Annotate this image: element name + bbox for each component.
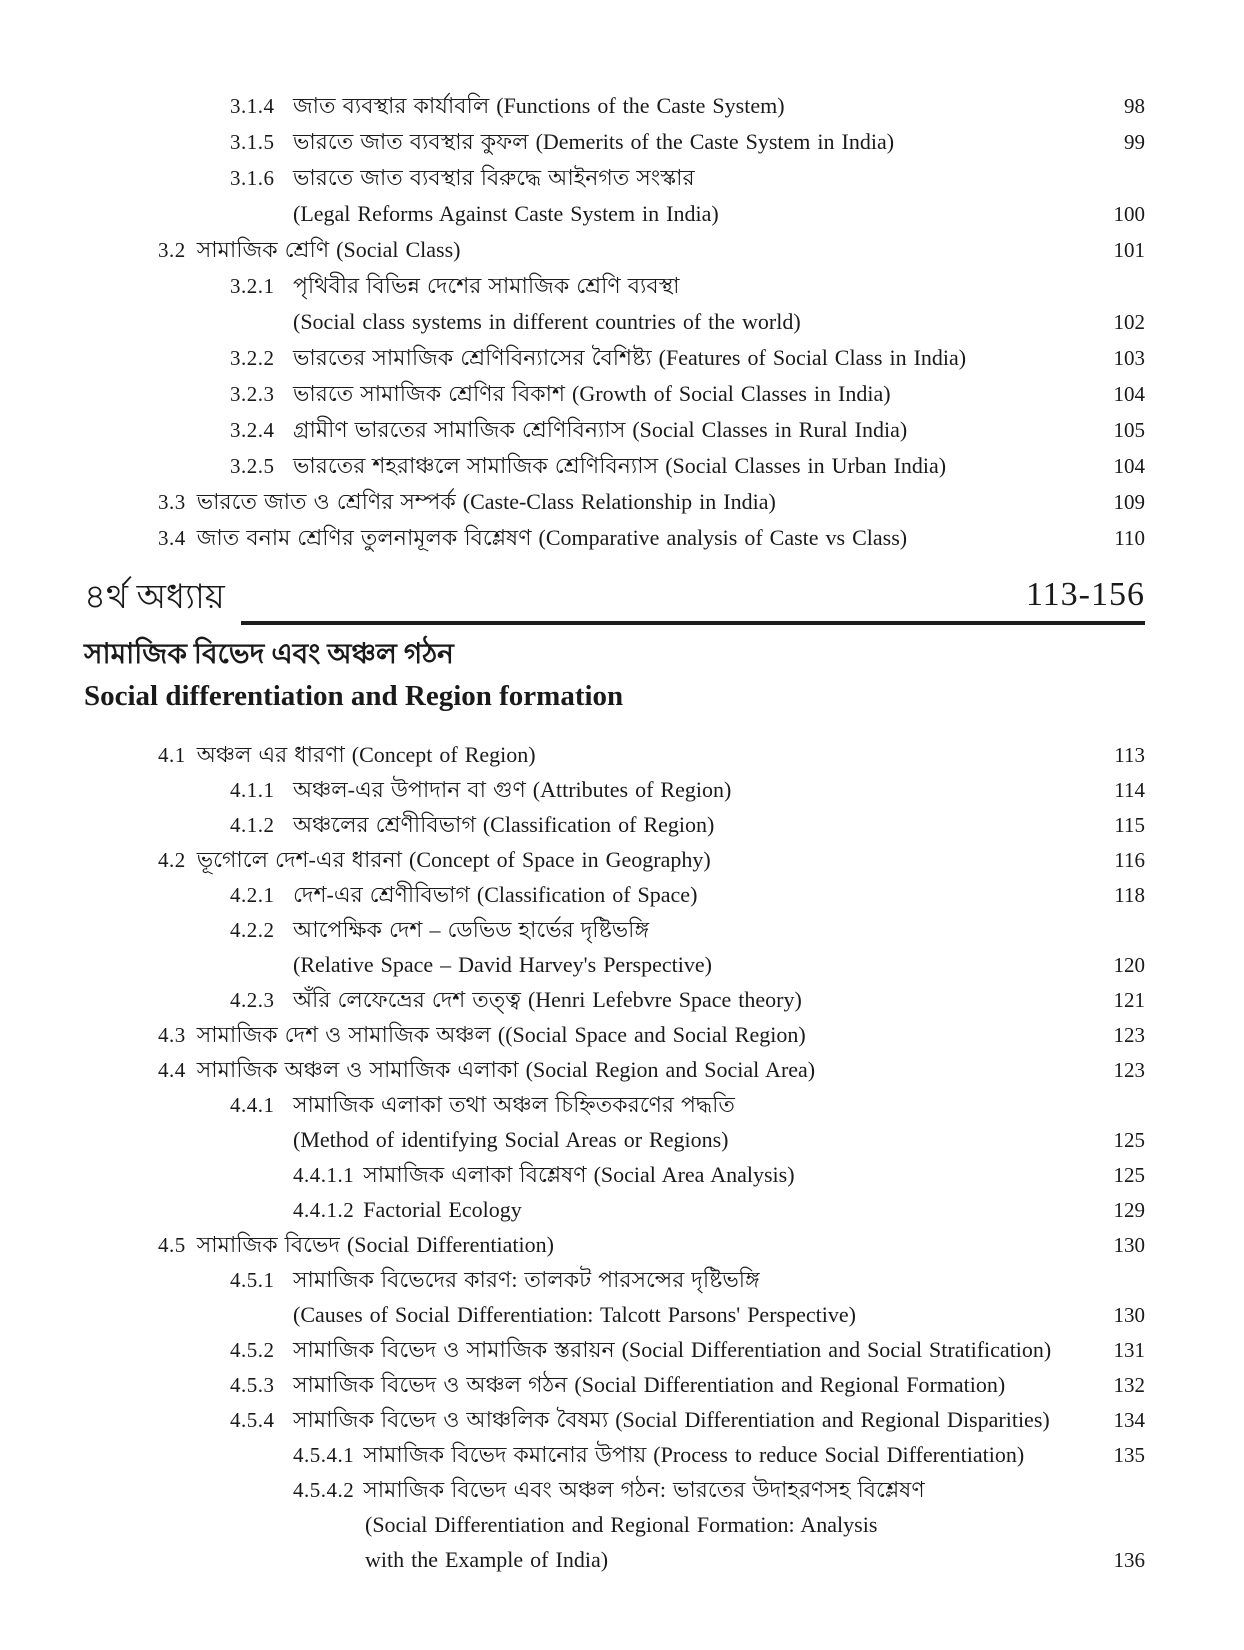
toc-entry	[84, 1332, 1145, 1367]
entry-page-number: 105	[1113, 418, 1145, 442]
entry-title: অঞ্চল-এর উপাদান বা গুণ (Attributes of Region)	[293, 777, 732, 803]
entry-title: সামাজিক এলাকা বিশ্লেষণ (Social Area Analysis)	[363, 1162, 795, 1188]
entry-page-number: 99	[1124, 130, 1145, 154]
chapter-rule-line	[241, 578, 1145, 625]
entry-page-number: 114	[1114, 778, 1145, 803]
entry-title: অঞ্চল এর ধারণা (Concept of Region)	[196, 742, 536, 768]
toc-entry	[84, 268, 1145, 304]
entry-number: 3.2.4	[230, 418, 275, 442]
entry-title: অঞ্চলের শ্রেণীবিভাগ (Classification of Region)	[293, 812, 715, 838]
toc-entry	[84, 807, 1145, 842]
entry-number: 4.4.1	[230, 1093, 275, 1118]
toc-entry-main	[84, 88, 1093, 124]
entry-page-number: 132	[1113, 1373, 1145, 1398]
toc-entry-main	[84, 1542, 1093, 1578]
toc-entry-main	[84, 1332, 1093, 1368]
toc-entry-main	[84, 196, 1093, 232]
entry-title: সামাজিক বিভেদ ও অঞ্চল গঠন (Social Differentiation and Regional Formation)	[293, 1372, 1006, 1398]
entry-page-number: 135	[1113, 1443, 1145, 1468]
entry-number: 4.1	[158, 743, 186, 768]
entry-number: 4.5	[158, 1233, 186, 1258]
entry-page-number: 115	[1114, 813, 1145, 838]
entry-number: 4.4.1.1	[293, 1163, 355, 1188]
toc-entry-main	[84, 124, 1093, 160]
toc-entry-main	[84, 1507, 1093, 1543]
toc-entry-main	[84, 340, 1093, 376]
toc-entry-main	[84, 1227, 1093, 1263]
chapter-page-range: 113-156	[1025, 576, 1145, 613]
entry-page-number: 134	[1113, 1408, 1145, 1433]
toc-entry	[84, 448, 1145, 484]
entry-title: Factorial Ecology	[363, 1197, 522, 1223]
toc-entry-main	[84, 1017, 1093, 1053]
toc-entry-main	[84, 877, 1093, 913]
toc-entry	[84, 124, 1145, 160]
toc-entry-main	[84, 268, 1093, 304]
entry-page-number: 121	[1113, 988, 1145, 1013]
entry-number: 4.5.2	[230, 1338, 275, 1363]
entry-title: সামাজিক শ্রেণি (Social Class)	[196, 237, 461, 262]
entry-number: 4.4.1.2	[293, 1198, 355, 1223]
entry-page-number: 125	[1113, 1163, 1145, 1188]
entry-title: সামাজিক এলাকা তথা অঞ্চল চিহ্নিতকরণের পদ্ধতি	[293, 1092, 735, 1118]
toc-entry-main	[84, 1367, 1093, 1403]
toc-entry-main	[84, 1437, 1093, 1473]
entry-title: (Method of identifying Social Areas or Regions)	[293, 1127, 729, 1153]
entry-title: সামাজিক বিভেদ ও সামাজিক স্তরায়ন (Social Differentiation and Social Stratification)	[293, 1337, 1052, 1363]
toc-entry	[84, 1437, 1145, 1472]
entry-number: 4.2.3	[230, 988, 275, 1013]
toc-entry	[84, 772, 1145, 807]
toc-entry	[84, 842, 1145, 877]
entry-title: ভারতে জাত ও শ্রেণির সম্পর্ক (Caste-Class Relationship in India)	[196, 489, 776, 514]
toc-entry	[84, 412, 1145, 448]
entry-title: সামাজিক বিভেদ কমানোর উপায় (Process to reduce Social Differentiation)	[363, 1442, 1025, 1468]
entry-title: (Relative Space – David Harvey's Perspective)	[293, 952, 712, 978]
toc-entry	[84, 196, 1145, 232]
entry-title: সামাজিক বিভেদ (Social Differentiation)	[196, 1232, 554, 1258]
entry-number: 4.5.4.1	[293, 1443, 355, 1468]
entry-title: ভারতের সামাজিক শ্রেণিবিন্যাসের বৈশিষ্ট্য (Features of Social Class in India)	[293, 345, 967, 370]
toc-entry-main	[84, 982, 1093, 1018]
toc-entry	[84, 1472, 1145, 1507]
entry-title: ভারতে জাত ব্যবস্থার কুফল (Demerits of the Caste System in India)	[293, 129, 895, 154]
entry-title: সামাজিক বিভেদ ও আঞ্চলিক বৈষম্য (Social Differentiation and Regional Disparities)	[293, 1407, 1050, 1433]
toc-entry	[84, 1052, 1145, 1087]
entry-number: 4.1.2	[230, 813, 275, 838]
entry-page-number: 130	[1113, 1233, 1145, 1258]
entry-title: (Causes of Social Differentiation: Talcott Parsons' Perspective)	[293, 1302, 856, 1328]
chapter-header-row	[84, 578, 1145, 625]
toc-entry-main	[84, 1472, 1093, 1508]
toc-entry-main	[84, 484, 1093, 520]
entry-title: (Legal Reforms Against Caste System in India)	[293, 201, 719, 226]
entry-number: 4.1.1	[230, 778, 275, 803]
entry-number: 4.5.4	[230, 1408, 275, 1433]
entry-page-number: 110	[1114, 526, 1145, 550]
toc-entry	[84, 1542, 1145, 1577]
toc-entry	[84, 376, 1145, 412]
toc-entry-main	[84, 772, 1093, 808]
entry-title: ভারতে জাত ব্যবস্থার বিরুদ্ধে আইনগত সংস্কার	[293, 165, 695, 190]
toc-entry	[84, 1367, 1145, 1402]
entry-page-number: 109	[1113, 490, 1145, 514]
entry-number: 4.2.2	[230, 918, 275, 943]
entry-number: 3.4	[158, 526, 186, 550]
toc-entry-main	[84, 376, 1093, 412]
toc-entry-main	[84, 1192, 1093, 1228]
entry-page-number: 116	[1114, 848, 1145, 873]
entry-number: 3.1.6	[230, 166, 275, 190]
entry-number: 3.3	[158, 490, 186, 514]
toc-entry-main	[84, 1087, 1093, 1123]
entry-page-number: 131	[1113, 1338, 1145, 1363]
toc-entry-main	[84, 448, 1093, 484]
entry-page-number: 123	[1113, 1058, 1145, 1083]
entry-number: 3.2.1	[230, 274, 275, 298]
entry-number: 3.1.5	[230, 130, 275, 154]
toc-entry	[84, 1087, 1145, 1122]
toc-entry	[84, 1227, 1145, 1262]
toc-entry	[84, 1017, 1145, 1052]
entry-number: 3.2.5	[230, 454, 275, 478]
toc-entry-main	[84, 160, 1093, 196]
chapter3-rows	[84, 88, 1145, 556]
entry-title: জাত ব্যবস্থার কার্যাবলি (Functions of the Caste System)	[293, 93, 785, 118]
chapter-title-english: Social differentiation and Region formation	[84, 679, 624, 712]
toc-entry	[84, 912, 1145, 947]
chapter4-rows	[84, 737, 1145, 1577]
toc-entry-main	[84, 807, 1093, 843]
entry-number: 3.2	[158, 238, 186, 262]
entry-title: সামাজিক অঞ্চল ও সামাজিক এলাকা (Social Region and Social Area)	[196, 1057, 816, 1083]
entry-page-number: 123	[1113, 1023, 1145, 1048]
toc-entry	[84, 340, 1145, 376]
entry-title: আপেক্ষিক দেশ – ডেভিড হার্ভের দৃষ্টিভঙ্গি	[293, 917, 650, 943]
chapter-title-bengali: সামাজিক বিভেদ এবং অঞ্চল গঠন	[84, 639, 454, 670]
toc-entry-main	[84, 520, 1093, 556]
toc-entry	[84, 88, 1145, 124]
toc-entry-main	[84, 1157, 1093, 1193]
entry-title: জাত বনাম শ্রেণির তুলনামূলক বিশ্লেষণ (Comparative analysis of Caste vs Class)	[196, 525, 908, 550]
toc-entry	[84, 982, 1145, 1017]
entry-number: 3.2.2	[230, 346, 275, 370]
entry-page-number: 129	[1113, 1198, 1145, 1223]
entry-number: 4.5.1	[230, 1268, 275, 1293]
toc-entry	[84, 1157, 1145, 1192]
toc-entry-main	[84, 1297, 1093, 1333]
toc-entry	[84, 520, 1145, 556]
entry-title: সামাজিক বিভেদের কারণ: তালকট পারসন্সের দৃষ্টিভঙ্গি	[293, 1267, 760, 1293]
entry-title: ভারতের শহরাঞ্চলে সামাজিক শ্রেণিবিন্যাস (Social Classes in Urban India)	[293, 453, 947, 478]
entry-page-number: 118	[1114, 883, 1145, 908]
toc-entry	[84, 1122, 1145, 1157]
entry-number: 4.4	[158, 1058, 186, 1083]
entry-number: 4.2.1	[230, 883, 275, 908]
toc-entry-main	[84, 1122, 1093, 1158]
toc-entry	[84, 1402, 1145, 1437]
entry-number: 4.5.3	[230, 1373, 275, 1398]
chapter4-toc-section	[84, 737, 1145, 1577]
entry-title: পৃথিবীর বিভিন্ন দেশের সামাজিক শ্রেণি ব্যবস্থা	[293, 273, 680, 298]
chapter4-header	[84, 578, 1145, 713]
entry-title: (Social class systems in different countries of the world)	[293, 309, 801, 334]
toc-entry	[84, 1297, 1145, 1332]
entry-title: দেশ-এর শ্রেণীবিভাগ (Classification of Space)	[293, 882, 698, 908]
entry-number: 4.2	[158, 848, 186, 873]
entry-number: 4.5.4.2	[293, 1478, 355, 1503]
entry-page-number: 98	[1124, 94, 1145, 118]
toc-entry-main	[84, 1262, 1093, 1298]
toc-entry-main	[84, 1402, 1093, 1438]
toc-entry	[84, 877, 1145, 912]
chapter-label: ৪র্থ অধ্যায়	[84, 578, 225, 616]
entry-page-number: 130	[1113, 1303, 1145, 1328]
toc-entry-main	[84, 737, 1093, 773]
entry-title: সামাজিক বিভেদ এবং অঞ্চল গঠন: ভারতের উদাহরণসহ বিশ্লেষণ	[363, 1477, 925, 1503]
toc-entry	[84, 1262, 1145, 1297]
toc-entry	[84, 232, 1145, 268]
entry-number: 4.3	[158, 1023, 186, 1048]
entry-page-number: 103	[1113, 346, 1145, 370]
entry-title: অঁরি লেফেভ্রের দেশ তত্ত্ব (Henri Lefebvre Space theory)	[293, 987, 802, 1013]
entry-title: with the Example of India)	[365, 1547, 609, 1573]
entry-page-number: 136	[1113, 1548, 1145, 1573]
toc-entry-main	[84, 232, 1093, 268]
toc-entry	[84, 1192, 1145, 1227]
chapter3-toc-section	[84, 88, 1145, 556]
entry-page-number: 120	[1113, 953, 1145, 978]
entry-page-number: 113	[1114, 743, 1145, 768]
toc-entry-main	[84, 947, 1093, 983]
entry-title: গ্রামীণ ভারতের সামাজিক শ্রেণিবিন্যাস (Social Classes in Rural India)	[293, 417, 908, 442]
toc-entry	[84, 304, 1145, 340]
entry-title: (Social Differentiation and Regional Formation: Analysis	[365, 1512, 878, 1538]
toc-entry	[84, 737, 1145, 772]
entry-page-number: 100	[1113, 202, 1145, 226]
toc-entry	[84, 947, 1145, 982]
toc-entry-main	[84, 304, 1093, 340]
entry-page-number: 101	[1113, 238, 1145, 262]
entry-number: 3.1.4	[230, 94, 275, 118]
toc-entry-main	[84, 412, 1093, 448]
toc-entry	[84, 1507, 1145, 1542]
entry-number: 3.2.3	[230, 382, 275, 406]
toc-entry-main	[84, 842, 1093, 878]
toc-entry-main	[84, 1052, 1093, 1088]
entry-title: ভারতে সামাজিক শ্রেণির বিকাশ (Growth of Social Classes in India)	[293, 381, 891, 406]
entry-page-number: 104	[1113, 454, 1145, 478]
entry-title: ভূগোলে দেশ-এর ধারনা (Concept of Space in Geography)	[196, 847, 711, 873]
toc-entry	[84, 484, 1145, 520]
toc-entry-main	[84, 912, 1093, 948]
entry-page-number: 104	[1113, 382, 1145, 406]
entry-title: সামাজিক দেশ ও সামাজিক অঞ্চল ((Social Space and Social Region)	[196, 1022, 806, 1048]
entry-page-number: 102	[1113, 310, 1145, 334]
toc-entry	[84, 160, 1145, 196]
entry-page-number: 125	[1113, 1128, 1145, 1153]
